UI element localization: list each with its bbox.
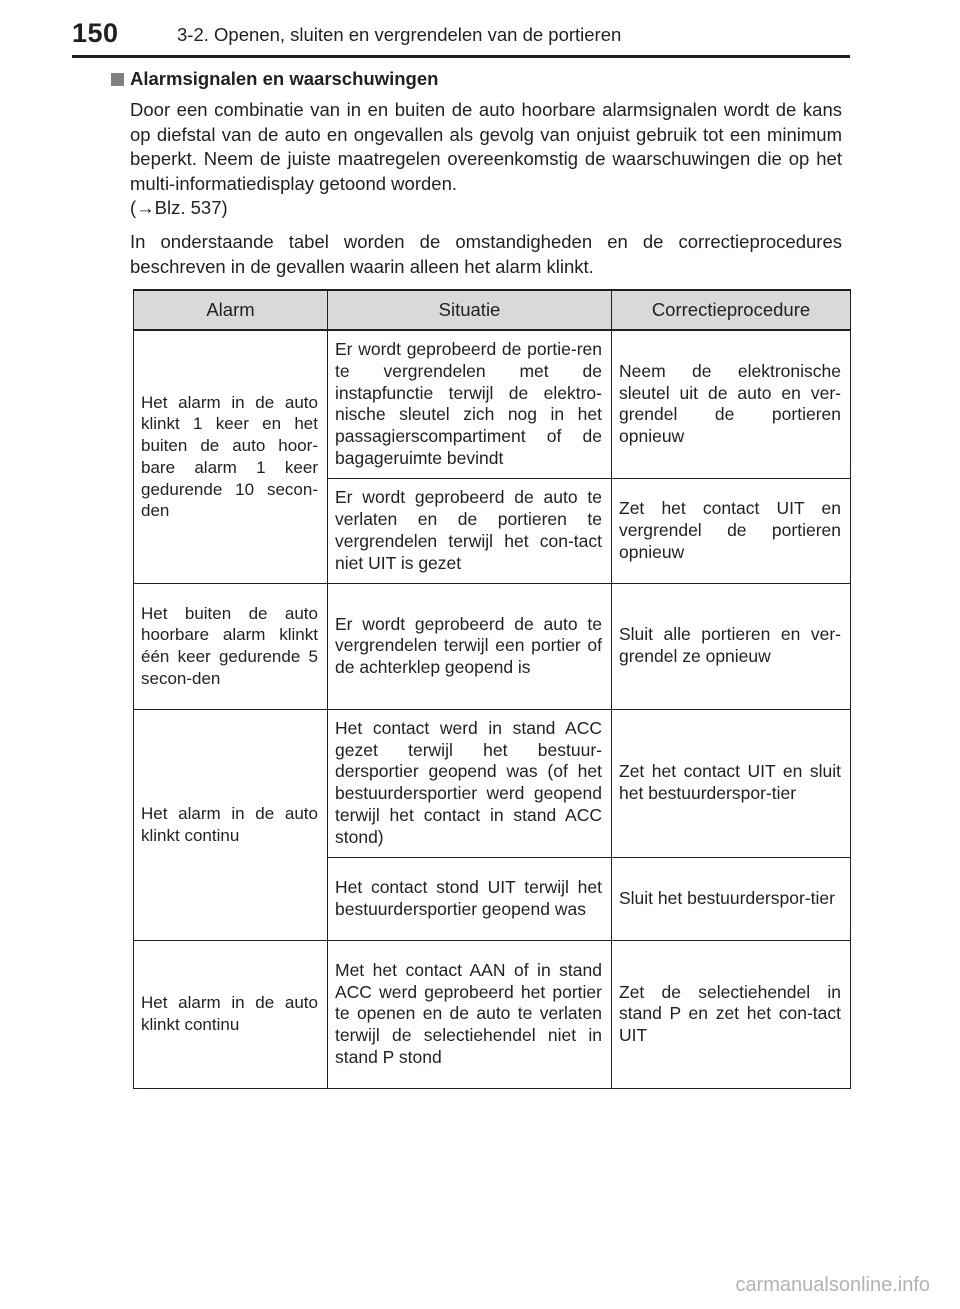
table-row xyxy=(134,940,851,1088)
situation-cell: Het contact werd in stand ACC gezet terwijl het bestuur-dersportier geopend was (of het bestuurdersportier werd geopend terwijl het contact in stand ACC stond) xyxy=(328,709,612,857)
square-bullet-icon xyxy=(111,73,124,86)
situation-cell: Er wordt geprobeerd de auto te verlaten en de portieren te vergrendelen terwijl het con-tact niet UIT is gezet xyxy=(328,478,612,583)
table-header-row xyxy=(134,290,851,330)
alarm-cell: Het alarm in de auto klinkt 1 keer en het buiten de auto hoor-bare alarm 1 keer gedurende 10 secon-den xyxy=(134,330,328,583)
page-reference-link[interactable]: (→Blz. 537) xyxy=(130,197,228,219)
procedure-cell: Zet de selectiehendel in stand P en zet het con-tact UIT xyxy=(612,940,851,1088)
alarm-table xyxy=(133,289,851,1089)
situation-cell: Met het contact AAN of in stand ACC werd geprobeerd het portier te openen en de auto te verlaten terwijl de selectiehendel niet in stand P stond xyxy=(328,940,612,1088)
situation-cell: Er wordt geprobeerd de auto te vergrendelen terwijl een portier of de achterklep geopend is xyxy=(328,583,612,709)
watermark: carmanualsonline.info xyxy=(735,1274,930,1296)
page-number: 150 xyxy=(72,18,119,48)
table-row xyxy=(134,330,851,478)
procedure-cell: Neem de elektronische sleutel uit de auto en ver-grendel de portieren opnieuw xyxy=(612,330,851,478)
alarm-cell: Het alarm in de auto klinkt continu xyxy=(134,709,328,940)
procedure-cell: Sluit alle portieren en ver-grendel ze opnieuw xyxy=(612,583,851,709)
alarm-cell: Het buiten de auto hoorbare alarm klinkt één keer gedurende 5 secon-den xyxy=(134,583,328,709)
procedure-cell: Sluit het bestuurderspor-tier xyxy=(612,857,851,940)
section-title: Alarmsignalen en waarschuwingen xyxy=(130,68,439,89)
procedure-cell: Zet het contact UIT en sluit het bestuurderspor-tier xyxy=(612,709,851,857)
header-situation: Situatie xyxy=(328,290,612,330)
intro-paragraph xyxy=(130,98,842,221)
header-divider xyxy=(72,55,850,58)
situation-cell: Het contact stond UIT terwijl het bestuurdersportier geopend was xyxy=(328,857,612,940)
chapter-title: 3-2. Openen, sluiten en vergrendelen van de portieren xyxy=(177,24,622,45)
table-row xyxy=(134,583,851,709)
alarm-cell: Het alarm in de auto klinkt continu xyxy=(134,940,328,1088)
table-intro-paragraph: In onderstaande tabel worden de omstandigheden en de correctieprocedures beschreven in de gevallen waarin alleen het alarm klinkt. xyxy=(130,231,842,277)
header-procedure: Correctieprocedure xyxy=(612,290,851,330)
intro-paragraph-text: Door een combinatie van in en buiten de auto hoorbare alarmsignalen wordt de kans op diefstal van de auto en ongevallen als gevolg van onjuist gebruik tot een minimum beperkt. Neem de juiste maatregelen overeenkomstig de waarschuwingen die op het multi-informatiedisplay getoond worden. xyxy=(130,99,842,194)
procedure-cell: Zet het contact UIT en vergrendel de portieren opnieuw xyxy=(612,478,851,583)
section-heading xyxy=(111,68,438,90)
header-alarm: Alarm xyxy=(134,290,328,330)
table-row xyxy=(134,709,851,857)
situation-cell: Er wordt geprobeerd de portie-ren te vergrendelen met de instapfunctie terwijl de elektro-nische sleutel zich nog in het passagierscompartiment of de bagageruimte bevindt xyxy=(328,330,612,478)
